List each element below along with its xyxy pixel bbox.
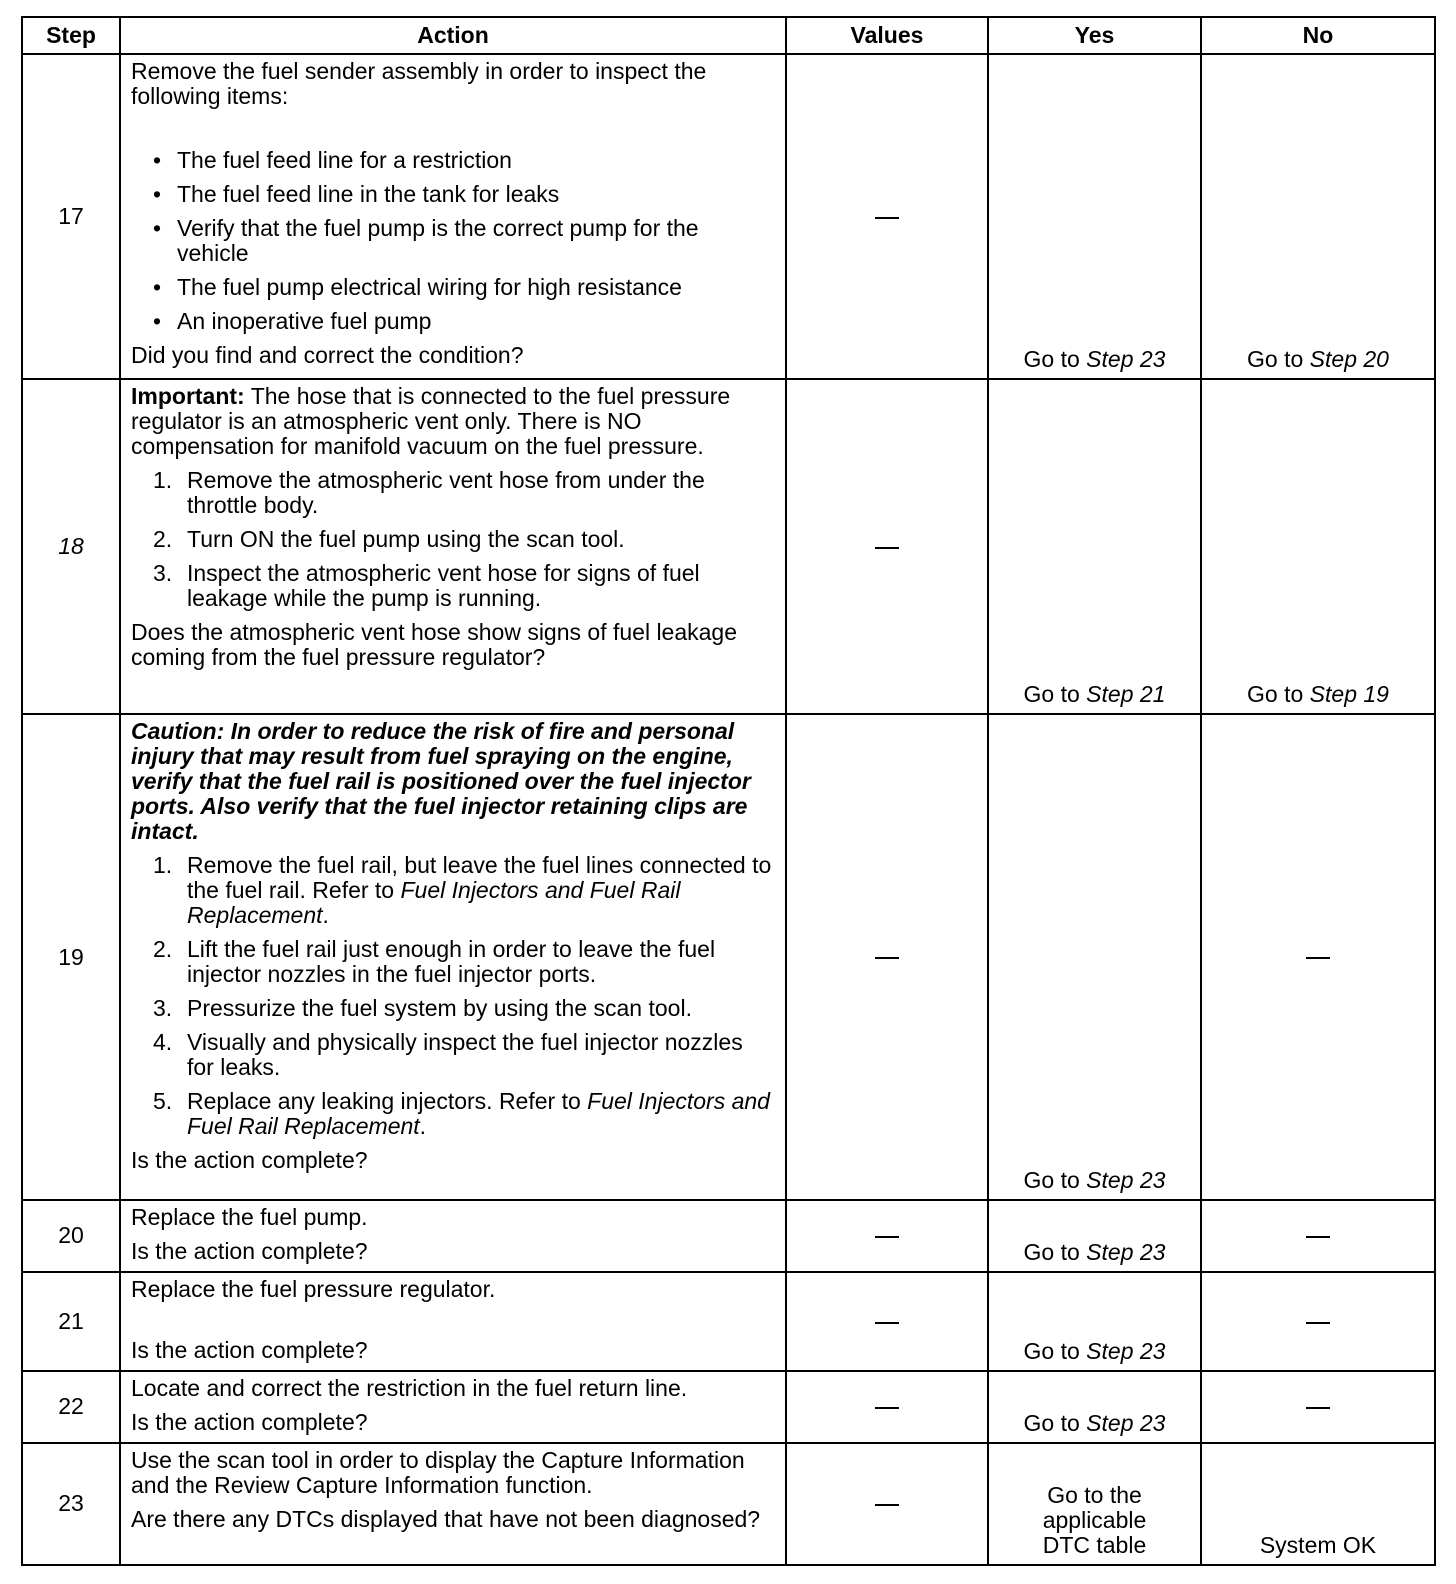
list-item: • The fuel feed line for a restriction	[153, 147, 512, 173]
action-cell	[120, 1272, 786, 1371]
step-link[interactable]: Step 23	[1086, 1167, 1166, 1194]
action-text: Replace the fuel pump.	[131, 1204, 368, 1231]
list-item: • The fuel pump electrical wiring for high resistance	[153, 274, 682, 300]
header-values: Values	[786, 17, 988, 54]
no-cell: Go to Step 20	[1201, 54, 1435, 379]
header-action: Action	[120, 17, 786, 54]
table-row	[22, 1371, 1435, 1443]
values-cell	[786, 714, 988, 1200]
header-step: Step	[22, 17, 120, 54]
list-item: 3. Inspect the atmospheric vent hose for signs of fuel leakage while the pump is running.	[153, 560, 700, 612]
step-link[interactable]: Step 21	[1086, 680, 1166, 707]
values-cell	[786, 1272, 988, 1371]
step-link[interactable]: Step 23	[1086, 346, 1166, 373]
dash	[875, 217, 899, 219]
action-intro: Remove the fuel sender assembly in order to inspect the following items:	[131, 58, 707, 109]
action-text: Locate and correct the restriction in the fuel return line.	[131, 1374, 688, 1401]
dash	[1306, 1236, 1330, 1238]
action-cell	[120, 714, 786, 1200]
values-cell	[786, 54, 988, 379]
action-cell	[120, 1371, 786, 1443]
step-number: 20	[22, 1200, 120, 1272]
step-number: 22	[22, 1371, 120, 1443]
action-question: Did you find and correct the condition?	[131, 342, 524, 368]
table-row	[22, 1272, 1435, 1371]
dash	[875, 1322, 899, 1324]
important-note: Important: The hose that is connected to the fuel pressure regulator is an atmospheric vent only. There is NO compensation for manifold vacuum on the fuel pressure.	[131, 383, 731, 460]
list-item: 5. Replace any leaking injectors. Refer to Fuel Injectors and Fuel Rail Replacement.	[153, 1087, 770, 1139]
dash	[875, 1236, 899, 1238]
values-cell	[786, 1200, 988, 1272]
step-number: 19	[22, 714, 120, 1200]
caution-note: Caution: In order to reduce the risk of fire and personal injury that may result from fuel spraying on the engine, verify that the fuel rail is positioned over the fuel injector ports. Also verify that the fuel injector retaining clips are intact.	[131, 717, 751, 844]
list-item: 4. Visually and physically inspect the fuel injector nozzles for leaks.	[153, 1028, 743, 1080]
step-number: 17	[22, 54, 120, 379]
dash	[1306, 1322, 1330, 1324]
action-text: Replace the fuel pressure regulator.	[131, 1275, 496, 1302]
dash	[1306, 1407, 1330, 1409]
list-item: 2. Lift the fuel rail just enough in order to leave the fuel injector nozzles in the fuel injector ports.	[153, 935, 716, 987]
list-item: • The fuel feed line in the tank for leaks	[153, 181, 560, 207]
action-text: Use the scan tool in order to display the Capture Information and the Review Capture Information function.	[131, 1446, 745, 1498]
dash	[875, 1504, 899, 1506]
step-link[interactable]: Step 23	[1086, 1337, 1166, 1364]
action-question: Are there any DTCs displayed that have not been diagnosed?	[131, 1505, 761, 1532]
yes-cell: Go to Step 23	[988, 714, 1201, 1200]
action-question: Is the action complete?	[131, 1336, 368, 1363]
dash	[875, 957, 899, 959]
step-link[interactable]: Step 23	[1086, 1409, 1166, 1436]
diagnostic-table	[21, 16, 1436, 1566]
step-number: 21	[22, 1272, 120, 1371]
list-item: 1. Remove the fuel rail, but leave the fuel lines connected to the fuel rail. Refer to Fuel Injectors and Fuel Rail Replacement.	[153, 851, 772, 928]
header-row	[22, 17, 1435, 54]
step-link[interactable]: Step 23	[1086, 1238, 1166, 1265]
step-link[interactable]: Step 19	[1309, 680, 1389, 707]
table-row	[22, 1443, 1435, 1565]
dash	[875, 1407, 899, 1409]
list-item: 1. Remove the atmospheric vent hose from under the throttle body.	[153, 467, 705, 519]
reference-link[interactable]: Fuel Injectors and Fuel Rail Replacement	[187, 876, 681, 928]
yes-cell: Go to Step 23	[988, 1272, 1201, 1371]
header-no: No	[1201, 17, 1435, 54]
action-question: Is the action complete?	[131, 1408, 368, 1435]
dtc-table-link[interactable]: Go to the applicable DTC table	[1042, 1482, 1147, 1558]
action-cell	[120, 1200, 786, 1272]
yes-cell: Go to Step 23	[988, 1371, 1201, 1443]
header-yes: Yes	[988, 17, 1201, 54]
action-cell	[120, 1443, 786, 1565]
values-cell	[786, 1371, 988, 1443]
no-cell: Go to Step 19	[1201, 379, 1435, 714]
values-cell	[786, 379, 988, 714]
no-cell: System OK	[1201, 1443, 1435, 1565]
dash	[875, 547, 899, 549]
no-cell	[1201, 1371, 1435, 1443]
table-row	[22, 1200, 1435, 1272]
list-item: 2. Turn ON the fuel pump using the scan tool.	[153, 526, 625, 553]
step-link[interactable]: Step 20	[1309, 346, 1389, 373]
action-question: Is the action complete?	[131, 1238, 368, 1265]
yes-cell: Go to Step 23	[988, 54, 1201, 379]
list-item: • An inoperative fuel pump	[153, 308, 432, 334]
list-item: 3. Pressurize the fuel system by using the scan tool.	[153, 994, 692, 1021]
action-cell	[120, 379, 786, 714]
table-row	[22, 714, 1435, 1200]
dash	[1306, 957, 1330, 959]
table-row	[22, 54, 1435, 379]
no-cell	[1201, 1200, 1435, 1272]
action-question: Is the action complete?	[131, 1146, 368, 1173]
step-number: 23	[22, 1443, 120, 1565]
step-number: 18	[22, 379, 120, 714]
action-cell	[120, 54, 786, 379]
list-item: • Verify that the fuel pump is the correct pump for the vehicle	[153, 215, 699, 266]
table-row	[22, 379, 1435, 714]
yes-cell: Go to Step 23	[988, 1200, 1201, 1272]
values-cell	[786, 1443, 988, 1565]
no-cell	[1201, 1272, 1435, 1371]
no-cell	[1201, 714, 1435, 1200]
reference-link[interactable]: Fuel Injectors and Fuel Rail Replacement	[187, 1087, 770, 1139]
action-question: Does the atmospheric vent hose show signs of fuel leakage coming from the fuel pressure regulator?	[131, 619, 738, 671]
yes-cell: Go to Step 21	[988, 379, 1201, 714]
yes-cell	[988, 1443, 1201, 1565]
